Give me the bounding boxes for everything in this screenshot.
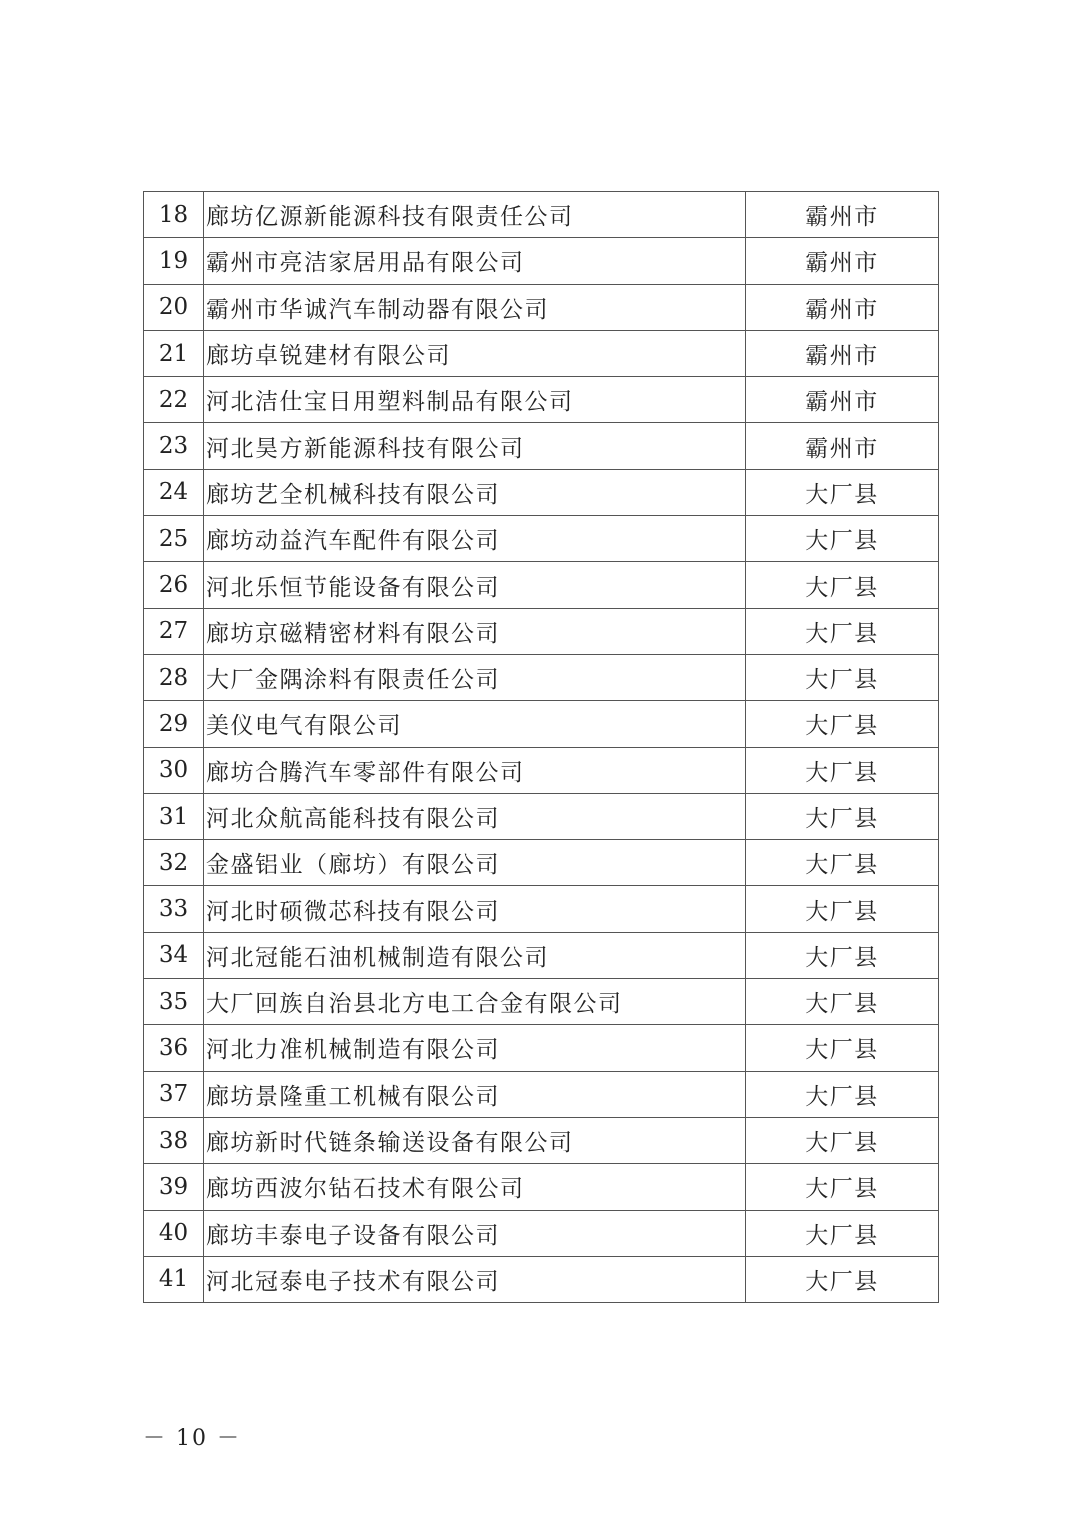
company-name: 大厂回族自治县北方电工合金有限公司 bbox=[204, 979, 746, 1025]
company-name: 霸州市亮洁家居用品有限公司 bbox=[204, 238, 746, 284]
company-name: 廊坊西波尔钻石技术有限公司 bbox=[204, 1164, 746, 1210]
row-number: 26 bbox=[144, 562, 204, 608]
company-table-body bbox=[144, 192, 939, 1303]
region: 霸州市 bbox=[746, 284, 939, 330]
company-name: 美仪电气有限公司 bbox=[204, 701, 746, 747]
table-row bbox=[144, 793, 939, 839]
company-name: 河北时硕微芯科技有限公司 bbox=[204, 886, 746, 932]
table-row bbox=[144, 979, 939, 1025]
region: 大厂县 bbox=[746, 1164, 939, 1210]
region: 大厂县 bbox=[746, 886, 939, 932]
table-row bbox=[144, 562, 939, 608]
region: 大厂县 bbox=[746, 562, 939, 608]
company-name: 河北洁仕宝日用塑料制品有限公司 bbox=[204, 377, 746, 423]
region: 大厂县 bbox=[746, 747, 939, 793]
company-name: 廊坊合腾汽车零部件有限公司 bbox=[204, 747, 746, 793]
region: 大厂县 bbox=[746, 932, 939, 978]
company-name: 霸州市华诚汽车制动器有限公司 bbox=[204, 284, 746, 330]
region: 大厂县 bbox=[746, 701, 939, 747]
row-number: 24 bbox=[144, 469, 204, 515]
company-name: 河北冠能石油机械制造有限公司 bbox=[204, 932, 746, 978]
company-table bbox=[143, 191, 939, 1303]
row-number: 30 bbox=[144, 747, 204, 793]
region: 大厂县 bbox=[746, 793, 939, 839]
row-number: 23 bbox=[144, 423, 204, 469]
table-row bbox=[144, 747, 939, 793]
row-number: 35 bbox=[144, 979, 204, 1025]
table-row bbox=[144, 330, 939, 376]
region: 大厂县 bbox=[746, 608, 939, 654]
region: 大厂县 bbox=[746, 1210, 939, 1256]
row-number: 25 bbox=[144, 516, 204, 562]
row-number: 21 bbox=[144, 330, 204, 376]
table-row bbox=[144, 840, 939, 886]
table-row bbox=[144, 238, 939, 284]
table-row bbox=[144, 1025, 939, 1071]
table-row bbox=[144, 1071, 939, 1117]
table-row bbox=[144, 608, 939, 654]
row-number: 31 bbox=[144, 793, 204, 839]
table-row bbox=[144, 654, 939, 700]
company-name: 廊坊卓锐建材有限公司 bbox=[204, 330, 746, 376]
company-name: 廊坊丰泰电子设备有限公司 bbox=[204, 1210, 746, 1256]
row-number: 41 bbox=[144, 1256, 204, 1302]
company-name: 河北昊方新能源科技有限公司 bbox=[204, 423, 746, 469]
company-name: 河北冠泰电子技术有限公司 bbox=[204, 1256, 746, 1302]
row-number: 28 bbox=[144, 654, 204, 700]
region: 大厂县 bbox=[746, 1025, 939, 1071]
company-name: 廊坊景隆重工机械有限公司 bbox=[204, 1071, 746, 1117]
company-name: 河北众航高能科技有限公司 bbox=[204, 793, 746, 839]
company-name: 廊坊艺全机械科技有限公司 bbox=[204, 469, 746, 515]
table-row bbox=[144, 192, 939, 238]
table-row bbox=[144, 516, 939, 562]
company-name: 廊坊新时代链条输送设备有限公司 bbox=[204, 1117, 746, 1163]
row-number: 40 bbox=[144, 1210, 204, 1256]
table-row bbox=[144, 701, 939, 747]
page-number: － 10 － bbox=[143, 1426, 241, 1451]
region: 大厂县 bbox=[746, 1071, 939, 1117]
row-number: 33 bbox=[144, 886, 204, 932]
row-number: 27 bbox=[144, 608, 204, 654]
row-number: 19 bbox=[144, 238, 204, 284]
table-row bbox=[144, 886, 939, 932]
row-number: 34 bbox=[144, 932, 204, 978]
company-name: 廊坊京磁精密材料有限公司 bbox=[204, 608, 746, 654]
row-number: 29 bbox=[144, 701, 204, 747]
row-number: 22 bbox=[144, 377, 204, 423]
row-number: 32 bbox=[144, 840, 204, 886]
row-number: 38 bbox=[144, 1117, 204, 1163]
company-name: 大厂金隅涂料有限责任公司 bbox=[204, 654, 746, 700]
region: 霸州市 bbox=[746, 377, 939, 423]
region: 大厂县 bbox=[746, 516, 939, 562]
region: 大厂县 bbox=[746, 1117, 939, 1163]
region: 霸州市 bbox=[746, 238, 939, 284]
table-row bbox=[144, 1210, 939, 1256]
company-name: 河北力准机械制造有限公司 bbox=[204, 1025, 746, 1071]
region: 大厂县 bbox=[746, 654, 939, 700]
row-number: 37 bbox=[144, 1071, 204, 1117]
table-row bbox=[144, 932, 939, 978]
table-row bbox=[144, 1164, 939, 1210]
region: 大厂县 bbox=[746, 979, 939, 1025]
row-number: 20 bbox=[144, 284, 204, 330]
table-row bbox=[144, 469, 939, 515]
region: 大厂县 bbox=[746, 1256, 939, 1302]
row-number: 39 bbox=[144, 1164, 204, 1210]
row-number: 18 bbox=[144, 192, 204, 238]
company-name: 廊坊亿源新能源科技有限责任公司 bbox=[204, 192, 746, 238]
company-name: 金盛铝业（廊坊）有限公司 bbox=[204, 840, 746, 886]
region: 霸州市 bbox=[746, 330, 939, 376]
table-row bbox=[144, 284, 939, 330]
table-row bbox=[144, 1256, 939, 1302]
company-name: 河北乐恒节能设备有限公司 bbox=[204, 562, 746, 608]
region: 霸州市 bbox=[746, 192, 939, 238]
region: 霸州市 bbox=[746, 423, 939, 469]
table-row bbox=[144, 1117, 939, 1163]
table-row bbox=[144, 377, 939, 423]
region: 大厂县 bbox=[746, 840, 939, 886]
table-row bbox=[144, 423, 939, 469]
row-number: 36 bbox=[144, 1025, 204, 1071]
company-name: 廊坊动益汽车配件有限公司 bbox=[204, 516, 746, 562]
region: 大厂县 bbox=[746, 469, 939, 515]
